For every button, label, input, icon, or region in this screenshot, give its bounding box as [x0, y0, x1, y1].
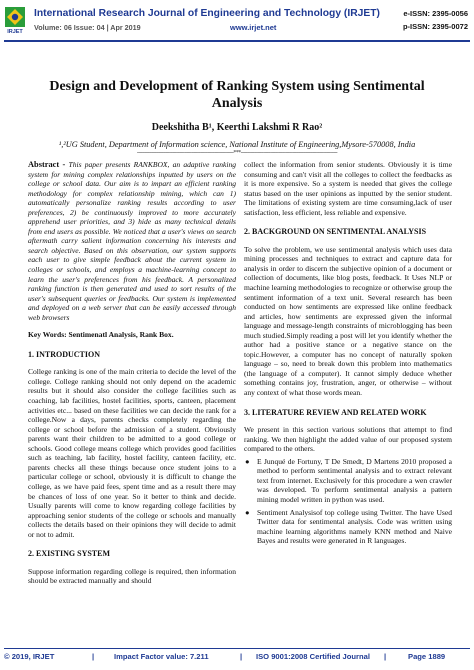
footer-impact-factor: Impact Factor value: 7.211: [114, 652, 209, 661]
bullet-icon: ●: [245, 507, 250, 517]
section-heading-introduction: 1. INTRODUCTION: [28, 349, 101, 359]
author-affiliation: ¹,²UG Student, Department of Information science, National Institute of Engineering,Mysore-570008, India: [58, 140, 416, 149]
abstract: [28, 160, 236, 322]
right-column: [244, 160, 452, 546]
paper-title: Design and Development of Ranking System using Sentimental Analysis: [49, 79, 425, 111]
footer-separator: |: [92, 652, 95, 661]
section-heading-literature-review: 3. LITERATURE REVIEW AND RELATED WORK: [244, 407, 427, 417]
irjet-logo-icon: [4, 6, 26, 34]
list-item-text: E Junqué de Fortuny, T De Smedt, D Martens 2010 proposed a method to perform sentimental analysis and to extract relevant text from internet. Exclusively for this procedure a wen crawler was developed. To perform sentimental analysis a pattern mining model written in python was used.: [257, 456, 452, 504]
section-separator: ---------------------------------------------------------------------***---------------------------------------------------------------------: [136, 150, 338, 156]
introduction-text: College ranking is one of the main criteria to decide the level of the college. College ranking should not only depend on the academic results but it should also consider the college facilities such as coaching, lab facilities, hostel facilities, sports, canteen, placement activities etc... based on these facilities we can decide the rank for a college.Now a days, parents checks completely regarding the college or school before the admission of a student. Obviously parents want their children to be admitted to a good college or schools. Good college means college which provides good facilities such as teaching, lab facility, hostel facility, canteen facility, etc. parents checks all these things because once student joins to a particular college or school, obviously it is difficult to change the college, as we have paid fees, spent time and as a result there may be chances of loss of one year. So it better to think and decide. Usually parents will come to know regarding college facilities by approaching senior students of the college or schools and manually collects the details based on their opinions they will decide to admit or not to admit.: [28, 367, 236, 539]
footer-separator: |: [384, 652, 387, 661]
list-item-text: Sentiment Analysisof top college using Twitter. The have Used Twitter data for sentimental analysis. Code was written using machine learning algorithms namely KNN method and Naive Bayes and results were generated in R languages.: [257, 507, 452, 546]
list-item: [244, 508, 452, 546]
volume-issue: Volume: 06 Issue: 04 | Apr 2019: [34, 23, 141, 32]
header-divider: [4, 40, 470, 42]
left-column: [28, 160, 236, 586]
svg-text:IRJET: IRJET: [7, 29, 23, 34]
bullet-icon: ●: [245, 456, 250, 466]
footer-divider: [4, 648, 470, 649]
pissn: p-ISSN: 2395-0072: [402, 22, 468, 31]
footer-page-number: Page 1889: [408, 652, 446, 661]
existing-system-continued: collect the information from senior students. Obviously it is time consuming and can't visit all the colleges to collect the feedbacks as it is more expensive. So a system is needed that gives the college status based on the user opinions as inputted by the senior student. The limitations of existing system are time consuming,lack of user satisfaction, less efficient, less reliable and expensive.: [244, 160, 452, 217]
keywords-text: : Sentimenatl Analysis, Rank Box.: [64, 330, 174, 340]
journal-header: [4, 6, 470, 38]
abstract-label: Abstract -: [28, 160, 66, 169]
footer-separator: |: [240, 652, 243, 661]
section-heading-background: 2. BACKGROUND ON SENTIMENTAL ANALYSIS: [244, 227, 427, 237]
section-heading-existing-system: 2. EXISTING SYSTEM: [28, 549, 111, 559]
literature-review-text: We present in this section various solutions that attempt to find ranking. We then highlight the added value of our proposed system compared to the others.: [244, 425, 452, 454]
footer-iso: ISO 9001:2008 Certified Journal: [256, 652, 370, 661]
background-text: To solve the problem, we use sentimental analysis which uses data mining processes and techniques to extract and capture data for analysis in order to discern the subjective opinion of a document or collection of documents, like blog posts, feedback. It Uses NLP or machine learning methodologies to recognize or otherwise group the sentiment information of a text unit. Several research has been conducted on how sentiments are expressed like online feedback and articles, how sentiments are expressed given the informal language and message-length constraints of microblogging has been much studied.Simply reading a post will let you identify whether the author had a positive stance or a negative stance on the topic.However, a computer has no concept of naturally spoken language – so, need to break down this problem into mathematics (the language of a computer). It cannot simply deduce whether something contains joy, frustration, anger, or otherwise – without any context of what those words mean.: [244, 244, 452, 398]
abstract-text: This paper presents RANKBOX, an adaptive ranking system for mining complex relationships inputted by users on the college or school data. Our aim is to impart an efficient ranking methodology for complex relationship mining, which can 1) automatically personalize ranking results according to user preferences, 2) be continuously improved to more accurately apprehend user priorities, and 3) hide as many technical details from end users as possible. We noticed that a user's views on search aftermath carry salient information concerning his interests and search objective. Based on this observation, our system supports each user to give simple feedback about the current system in colleges or schools, and employs a machine-learning concept to learn the user's preferences from his feedback. A personalized ranking function is then generated and used to sort results of the user's subsequent queries or feedbacks. Our system is implemented and deployed on a web server that can be easily accessed through web browsers: [28, 160, 236, 322]
journal-title: International Research Journal of Engineering and Technology (IRJET): [34, 8, 380, 19]
journal-website-link[interactable]: www.irjet.net: [230, 23, 277, 32]
keywords-label: Key Words: [28, 330, 65, 340]
existing-system-text: Suppose information regarding college is required, then information should be extracted manually and should: [28, 566, 236, 586]
list-item: [244, 457, 452, 505]
eissn: e-ISSN: 2395-0056: [403, 9, 468, 18]
keywords: [28, 330, 236, 340]
footer-copyright: © 2019, IRJET: [4, 652, 55, 661]
paper-authors: Deekshitha B¹, Keerthi Lakshmi R Rao²: [151, 122, 323, 133]
